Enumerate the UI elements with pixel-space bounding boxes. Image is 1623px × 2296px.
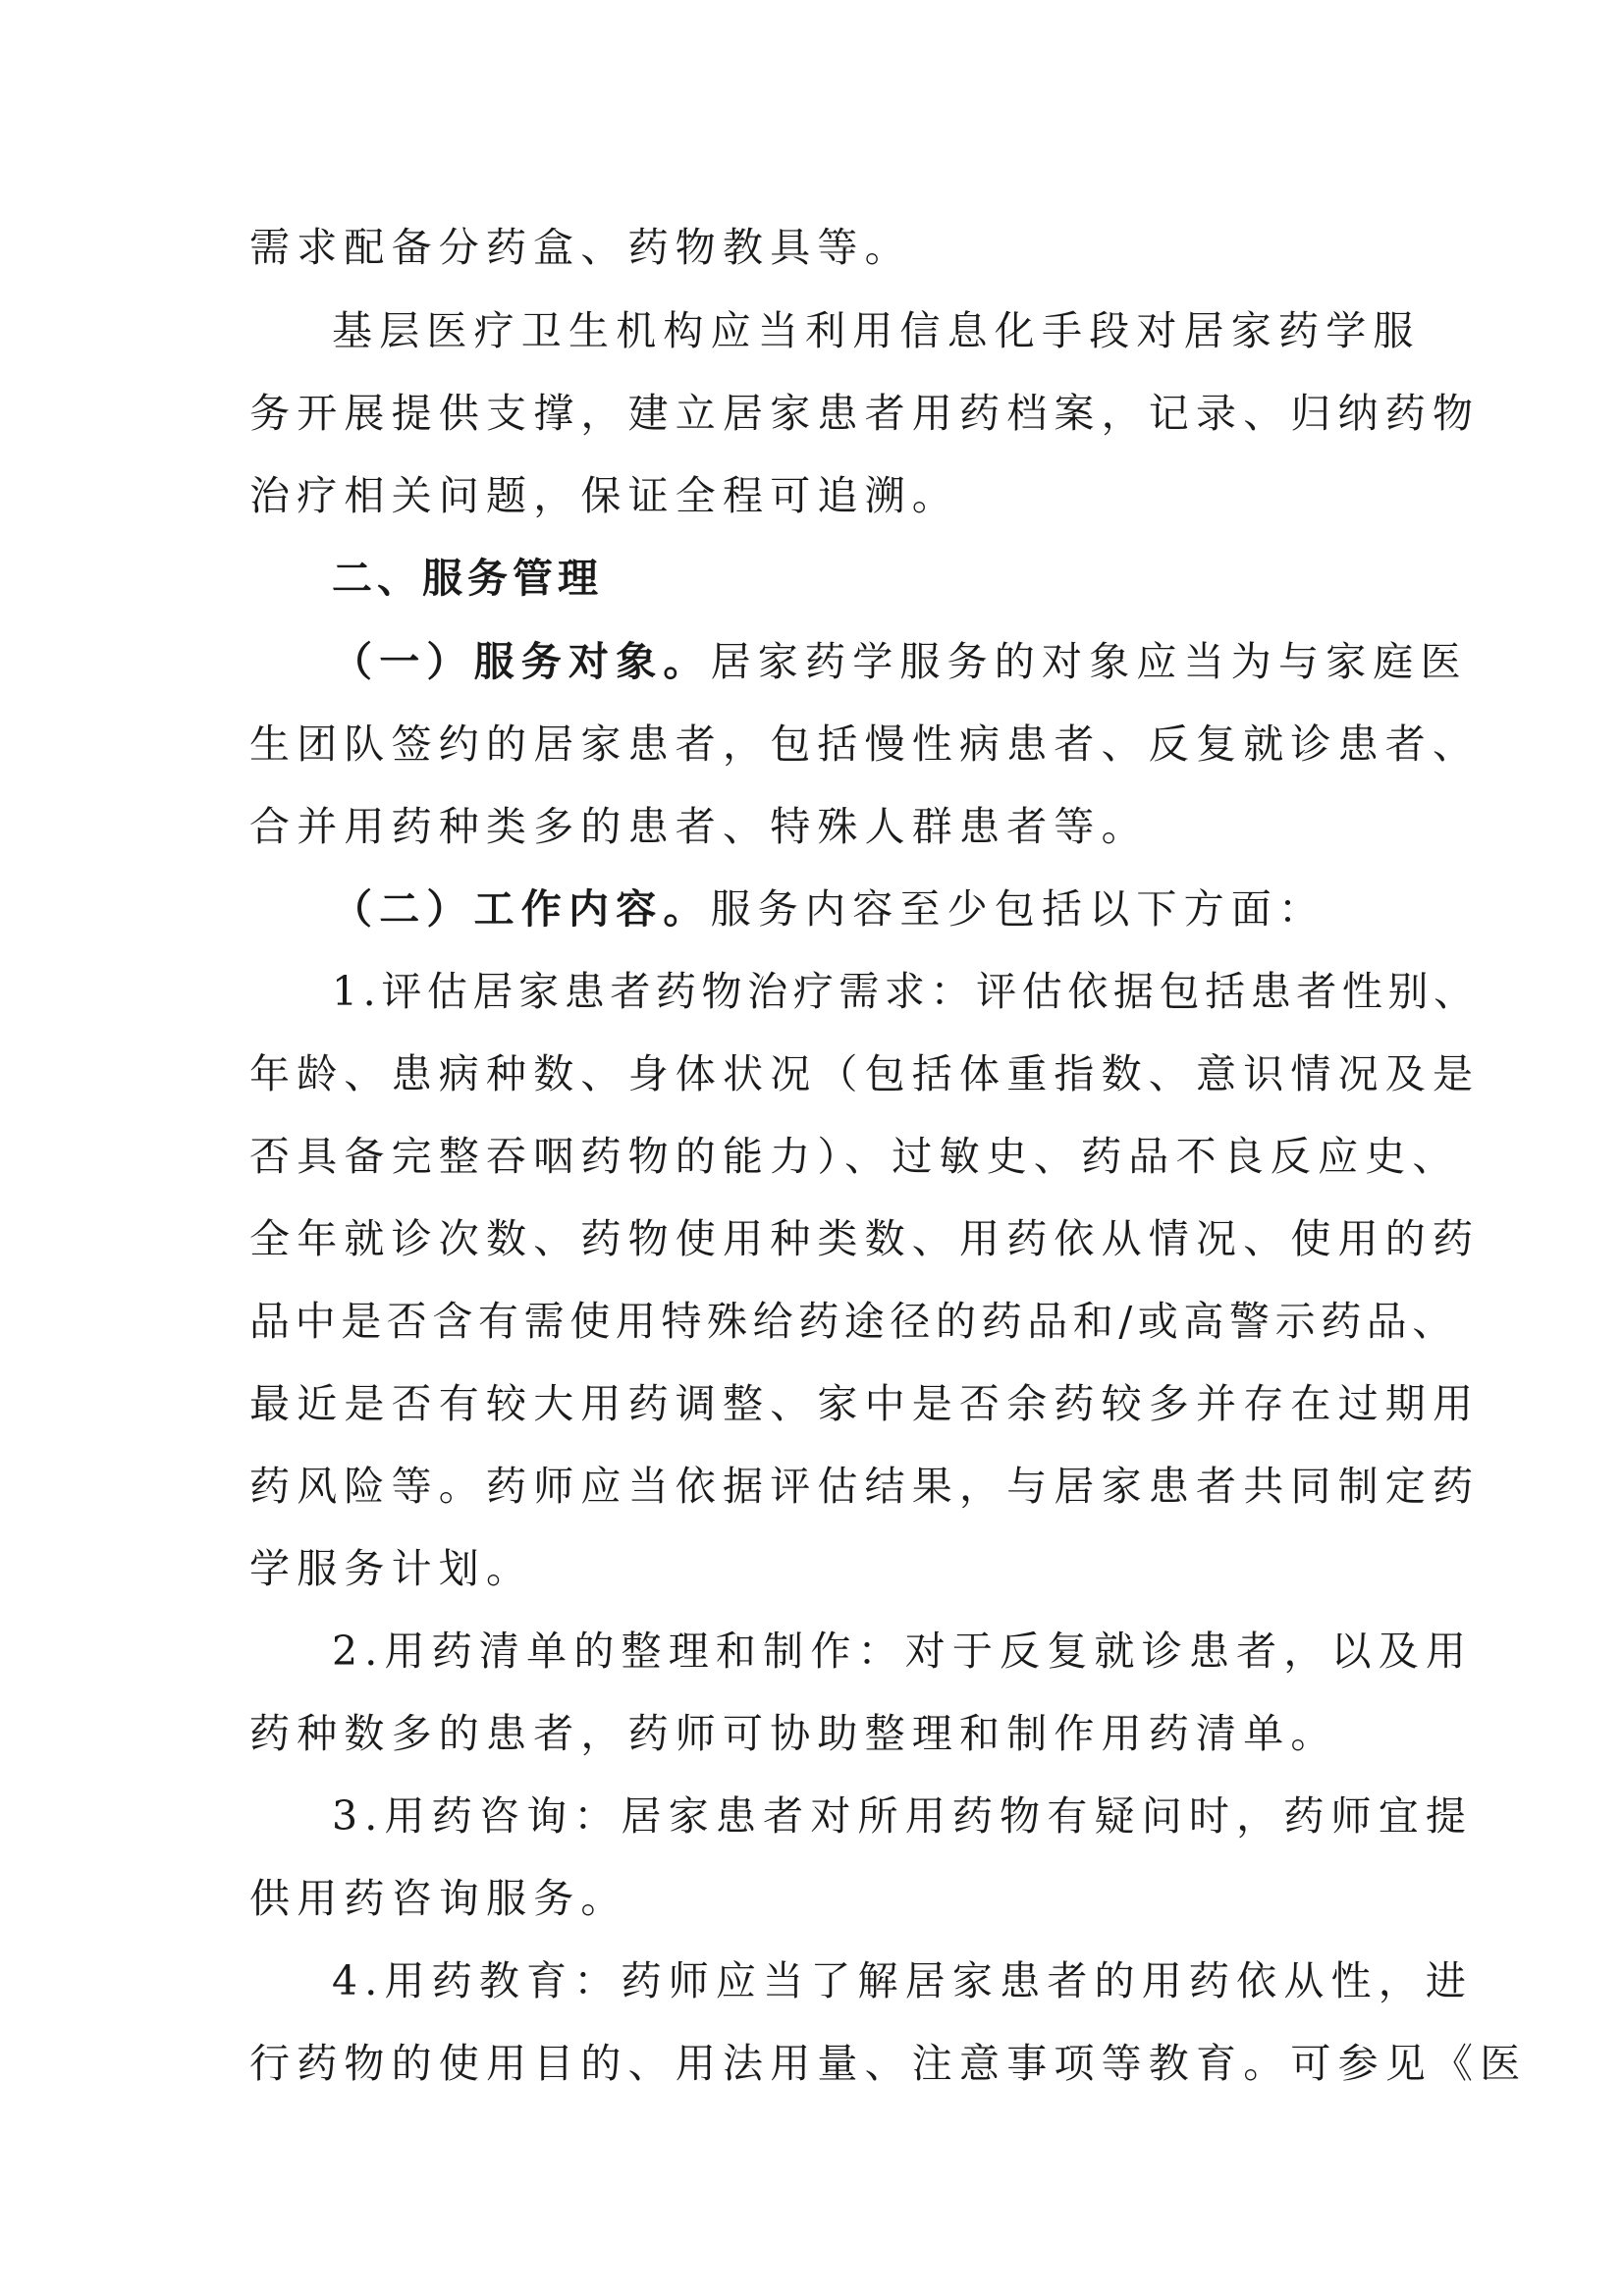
paragraph-line <box>332 881 1325 936</box>
paragraph-line: 年龄、患病种数、身体状况（包括体重指数、意识情况及是 <box>249 1050 1481 1097</box>
paragraph-line: 务开展提供支撑，建立居家患者用药档案，记录、归纳药物 <box>249 390 1481 437</box>
paragraph-text: 服务内容至少包括以下方面： <box>710 885 1326 933</box>
paragraph-line: 需求配备分药盒、药物教具等。 <box>249 224 912 271</box>
paragraph-line: 药风险等。药师应当依据评估结果，与居家患者共同制定药 <box>249 1463 1481 1510</box>
paragraph-line: 3.用药咨询：居家患者对所用药物有疑问时，药师宜提 <box>332 1792 1474 1840</box>
paragraph-line: 最近是否有较大用药调整、家中是否余药较多并存在过期用 <box>249 1380 1481 1427</box>
paragraph-text: 居家药学服务的对象应当为与家庭医 <box>710 638 1468 685</box>
paragraph-line: 治疗相关问题，保证全程可追溯。 <box>249 472 959 519</box>
paragraph-line: 4.用药教育：药师应当了解居家患者的用药依从性，进 <box>332 1957 1474 2004</box>
paragraph-line: 合并用药种类多的患者、特殊人群患者等。 <box>249 803 1149 850</box>
paragraph-line: 品中是否含有需使用特殊给药途径的药品和/或高警示药品、 <box>249 1298 1459 1345</box>
subsection-title: （一）服务对象。 <box>332 638 711 685</box>
paragraph-line <box>332 634 1468 689</box>
paragraph-line: 生团队签约的居家患者，包括慢性病患者、反复就诊患者、 <box>249 721 1481 768</box>
paragraph-line: 全年就诊次数、药物使用种类数、用药依从情况、使用的药 <box>249 1215 1481 1262</box>
paragraph-line: 行药物的使用目的、用法用量、注意事项等教育。可参见《医 <box>249 2040 1528 2087</box>
paragraph-line: 基层医疗卫生机构应当利用信息化手段对居家药学服 <box>332 307 1421 354</box>
section-heading: 二、服务管理 <box>332 555 603 602</box>
paragraph-line: 2.用药清单的整理和制作：对于反复就诊患者，以及用 <box>332 1628 1474 1675</box>
paragraph-line: 否具备完整吞咽药物的能力）、过敏史、药品不良反应史、 <box>249 1133 1460 1180</box>
paragraph-line: 1.评估居家患者药物治疗需求：评估依据包括患者性别、 <box>332 968 1480 1015</box>
paragraph-line: 学服务计划。 <box>249 1545 534 1592</box>
paragraph-line: 药种数多的患者，药师可协助整理和制作用药清单。 <box>249 1710 1338 1757</box>
subsection-title: （二）工作内容。 <box>332 885 711 933</box>
paragraph-line: 供用药咨询服务。 <box>249 1875 628 1922</box>
